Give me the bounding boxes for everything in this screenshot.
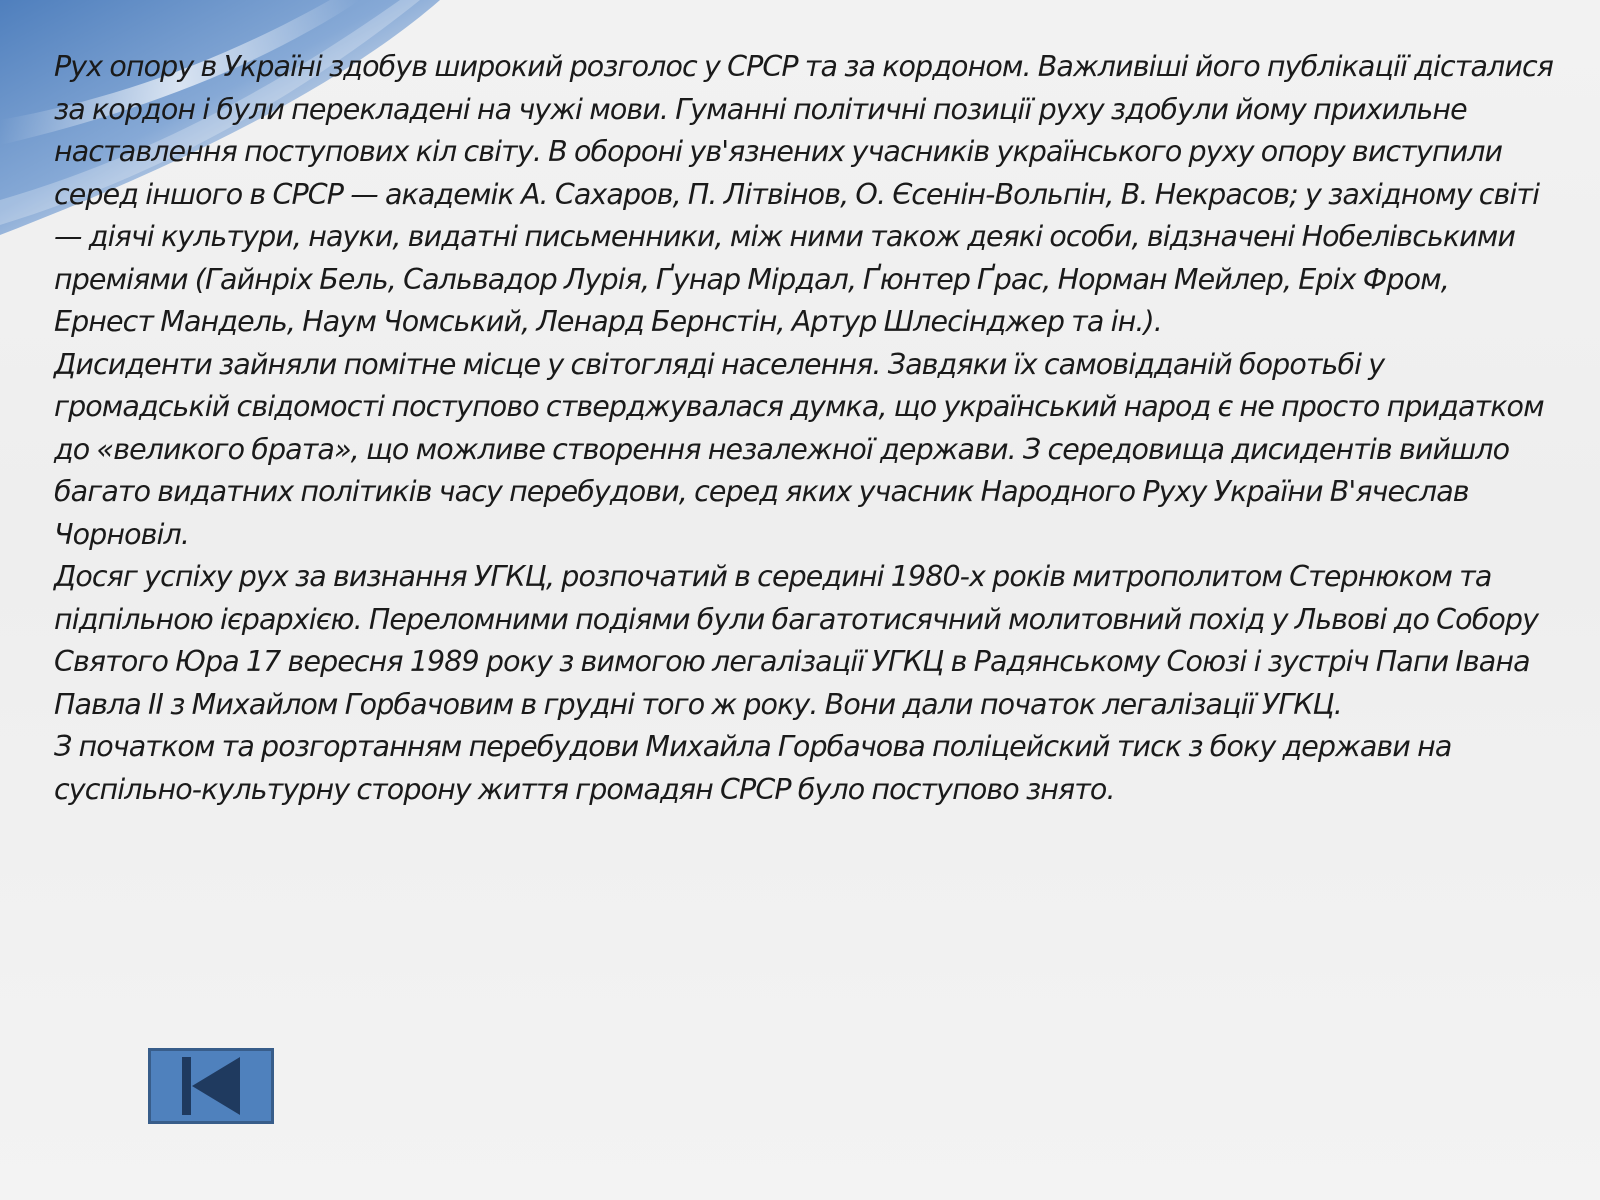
paragraph-resistance: Рух опору в Україні здобув широкий розголос у СРСР та за кордоном. Важливіші його публікації дісталися за кордон і були перекладені на чужі мови. Гуманні політичні позиції руху здобули йому прихильне наставлення поступових кіл світу. В обороні ув'язнених учасників українського руху опору виступили серед іншого в СРСР — академік А. Сахаров, П. Літвінов, О. Єсенін-Вольпін, В. Некрасов; у західному світі — діячі культури, науки, видатні письменники, між ними також деякі особи, відзначені Нобелівськими преміями (Гайнріх Бель, Сальвадор Лурія, Ґунар Мірдал, Ґюнтер Ґрас, Норман Мейлер, Еріх Фром, Ернест Мандель, Наум Чомський, Ленард Бернстін, Артур Шлесінджер та ін.). xyxy=(54,50,1553,338)
skip-back-icon xyxy=(178,1055,244,1117)
paragraph-dissidents: Дисиденти зайняли помітне місце у світогляді населення. Завдяки їх самовідданій боротьбі у громадській свідомості поступово стверджувалася думка, що український народ є не просто придатком до «великого брата», що можливе створення незалежної держави. З середовища дисидентів вийшло багато видатних політиків часу перебудови, серед яких учасник Народного Руху України В'ячеслав Чорновіл. xyxy=(54,347,1544,551)
slide-text xyxy=(54,46,1554,811)
back-button[interactable] xyxy=(148,1048,274,1124)
paragraph-perestroika: З початком та розгортанням перебудови Михайла Горбачова поліцейский тиск з боку держави на суспільно-культурну сторону життя громадян СРСР було поступово знято. xyxy=(54,730,1452,806)
paragraph-ugcc: Досяг успіху рух за визнання УГКЦ, розпочатий в середині 1980-х років митрополитом Стернюком та підпільною ієрархією. Переломними подіями були багатотисячний молитовний похід у Львові до Собору Святого Юра 17 вересня 1989 року з вимогою легалізації УГКЦ в Радянському Союзі і зустріч Папи Івана Павла II з Михайлом Горбачовим в грудні того ж року. Вони дали початок легалізації УГКЦ. xyxy=(54,560,1539,721)
